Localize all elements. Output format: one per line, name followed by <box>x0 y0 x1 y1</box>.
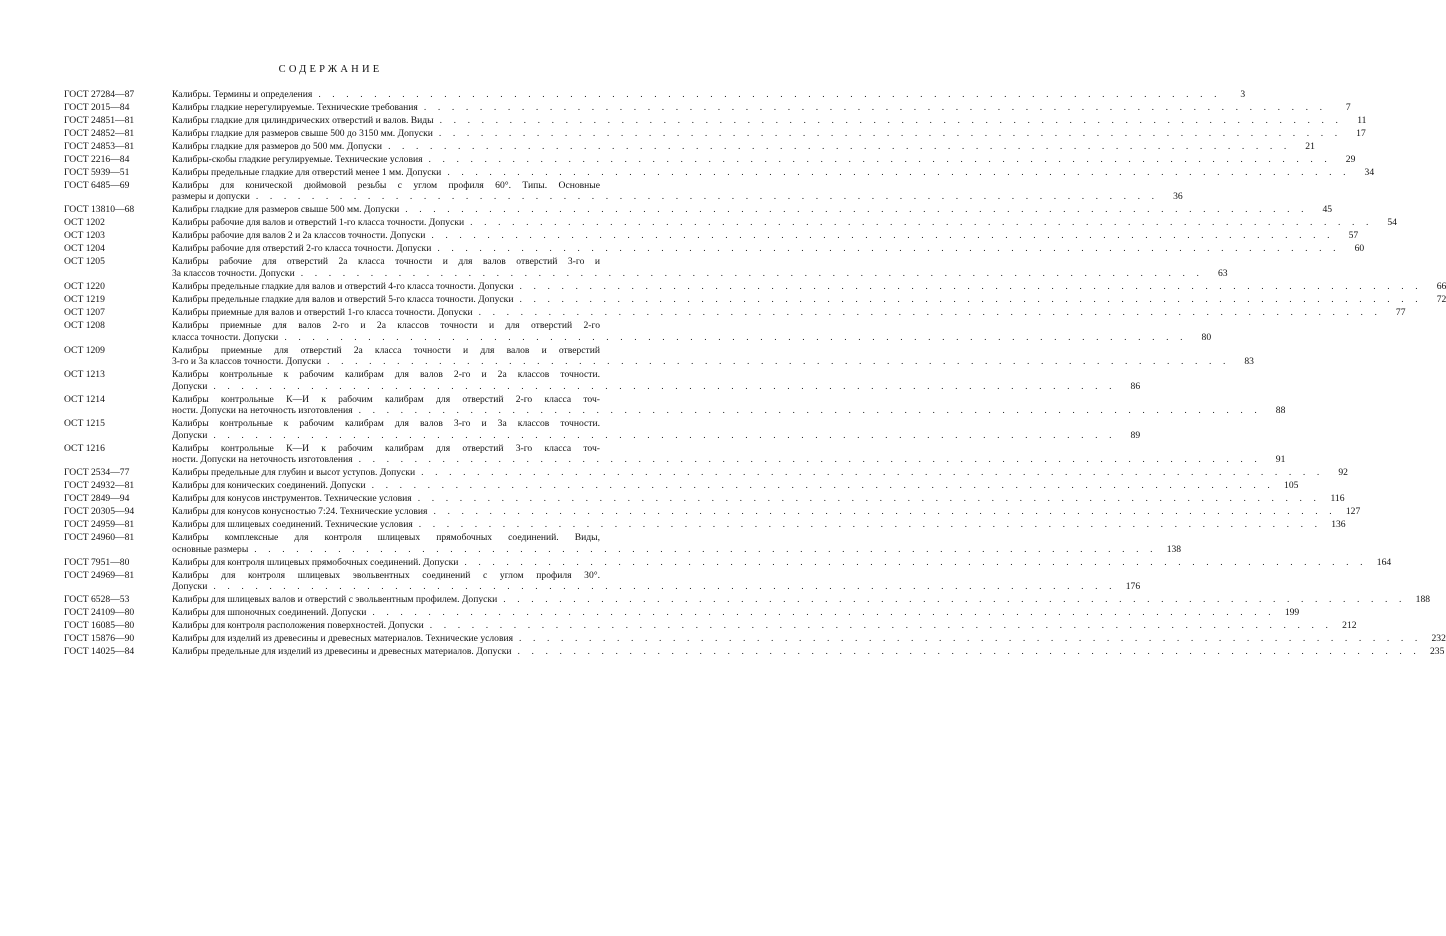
standard-code: ОСТ 1213 <box>64 369 105 381</box>
page-number: 138 <box>1166 543 1182 555</box>
entry-title-text: Калибры контрольные к рабочим калибрам для валов 3-го и 3а классов точности. <box>172 418 600 430</box>
dot-leader <box>248 544 1157 556</box>
table-of-contents <box>64 89 1446 659</box>
standard-code: ОСТ 1220 <box>64 280 105 292</box>
entry-title-line <box>172 243 1365 255</box>
entry-title <box>172 127 1366 140</box>
toc-entry <box>64 127 1366 140</box>
dot-leader <box>295 268 1204 280</box>
dot-leader <box>353 454 1262 466</box>
standard-code: ГОСТ 24109—80 <box>64 607 135 619</box>
page-number: 11 <box>1357 114 1367 126</box>
entry-title <box>172 204 1333 216</box>
entry-title-line <box>172 306 1406 319</box>
toc-entry <box>64 140 1315 153</box>
dot-leader <box>425 230 1334 242</box>
entry-title-text: размеры и допуски <box>172 191 250 203</box>
entry-title <box>172 280 1446 293</box>
entry-title-text: класса точности. Допуски <box>172 331 279 343</box>
page-number: 54 <box>1387 217 1397 229</box>
standard-code: ОСТ 1214 <box>64 393 105 405</box>
entry-title-line <box>172 380 1141 393</box>
page-number: 232 <box>1431 633 1446 645</box>
entry-title-line <box>172 429 1141 442</box>
dot-leader <box>427 506 1336 518</box>
entry-title-text: Калибры для контроля шлицевых эвольвентных соединений с углом профиля 30°. <box>172 569 600 581</box>
toc-entry <box>64 393 1286 417</box>
entry-title-line <box>172 543 1182 556</box>
page-number: 235 <box>1429 646 1445 658</box>
entry-title-text: Калибры для шлицевых валов и отверстий с эвольвентным профилем. Допуски <box>172 594 498 606</box>
entry-title-line <box>172 506 1361 518</box>
entry-title <box>172 620 1357 632</box>
entry-title-line <box>172 268 1228 280</box>
dot-leader <box>353 405 1262 417</box>
toc-entry <box>64 532 1182 555</box>
entry-title-line <box>172 256 600 268</box>
standard-code: ОСТ 1202 <box>64 217 105 229</box>
entry-title-text: Калибры для конических соединений. Допуски <box>172 480 366 492</box>
dot-leader <box>278 332 1187 344</box>
entry-title-text: Калибры рабочие для валов 2 и 2а классов точности. Допуски <box>172 230 426 242</box>
page-number: 92 <box>1338 467 1348 479</box>
entry-title <box>172 633 1446 645</box>
entry-title <box>172 114 1367 127</box>
entry-title-line <box>172 581 1141 593</box>
entry-title-text: Калибры контрольные К—И к рабочим калибрам для отверстий 3-го класса точ- <box>172 442 600 454</box>
page-number: 34 <box>1364 166 1375 178</box>
standard-code: ГОСТ 24932—81 <box>64 480 135 492</box>
entry-title-line <box>172 570 600 582</box>
entry-title-line <box>172 556 1392 569</box>
entry-title-line <box>172 519 1346 531</box>
toc-entry <box>64 344 1254 368</box>
toc-entry <box>64 256 1228 279</box>
entry-title-text: Калибры рабочие для отверстий 2-го класса точности. Допуски <box>172 243 432 255</box>
entry-title-line <box>172 101 1351 114</box>
entry-title <box>172 607 1300 619</box>
entry-title-line <box>172 166 1375 179</box>
standard-code: ОСТ 1204 <box>64 243 105 255</box>
dot-leader <box>513 633 1422 645</box>
entry-title <box>172 493 1345 505</box>
toc-entry <box>64 217 1397 229</box>
entry-title <box>172 153 1356 166</box>
toc-entry <box>64 519 1346 531</box>
dot-leader <box>497 594 1406 606</box>
entry-title-line <box>172 480 1299 492</box>
entry-title-text: Калибры для шпоночных соединений. Допуски <box>172 607 367 619</box>
dot-leader <box>513 281 1422 293</box>
dot-leader <box>413 519 1322 531</box>
entry-title-text: Калибры гладкие для размеров до 500 мм. Допуски <box>172 140 383 152</box>
dot-leader <box>366 480 1275 492</box>
entry-title-line <box>172 191 1183 203</box>
toc-entry <box>64 369 1141 392</box>
toc-entry <box>64 204 1333 216</box>
standard-code: ГОСТ 24969—81 <box>64 569 135 581</box>
entry-title <box>172 467 1348 479</box>
standard-code: ГОСТ 14025—84 <box>64 646 135 658</box>
entry-title-line <box>172 467 1348 479</box>
entry-title-text: 3-го и 3а классов точности. Допуски <box>172 356 322 368</box>
standard-code: ГОСТ 2849—94 <box>64 493 130 505</box>
entry-title-text: Калибры приемные для отверстий 2а класса точности и для валов и отверстий <box>172 344 600 356</box>
page-number: 176 <box>1125 581 1141 593</box>
page-number: 63 <box>1217 268 1228 279</box>
entry-title-line <box>172 153 1356 166</box>
page-number: 29 <box>1345 153 1356 165</box>
entry-title-line <box>172 454 1286 466</box>
entry-title-text: Калибры контрольные к рабочим калибрам для валов 2-го и 2а классов точности. <box>172 369 600 381</box>
page-number: 164 <box>1376 556 1392 568</box>
toc-entry <box>64 442 1286 466</box>
standard-code: ОСТ 1205 <box>64 256 105 268</box>
page-number: 89 <box>1130 429 1141 441</box>
page-number: 3 <box>1240 89 1246 100</box>
toc-entry <box>64 230 1359 242</box>
entry-title-text: Калибры для конусов конусностью 7:24. Технические условия <box>172 506 428 518</box>
page-number: 188 <box>1415 594 1431 606</box>
standard-code: ГОСТ 6485—69 <box>64 179 130 191</box>
page-number: 21 <box>1305 140 1315 152</box>
entry-title-line <box>172 594 1431 606</box>
entry-title <box>172 140 1315 153</box>
page-number: 212 <box>1342 620 1357 632</box>
entry-title <box>172 179 1183 203</box>
entry-title-text: Калибры предельные гладкие для отверстий менее 1 мм. Допуски <box>172 166 442 178</box>
entry-title-line <box>172 620 1357 632</box>
page-number: 88 <box>1275 405 1286 417</box>
entry-title-line <box>172 293 1446 306</box>
entry-title-text: Калибры гладкие для цилиндрических отверстий и валов. Виды <box>172 114 434 126</box>
standard-code: ГОСТ 24852—81 <box>64 127 135 139</box>
standard-code: ОСТ 1219 <box>64 293 105 305</box>
entry-title-line <box>172 443 600 455</box>
dot-leader <box>382 141 1291 153</box>
entry-title-text: ности. Допуски на неточность изготовления <box>172 454 353 466</box>
entry-title-line <box>172 369 600 381</box>
page-number: 80 <box>1201 331 1212 343</box>
toc-entry <box>64 569 1141 593</box>
entry-title-text: Калибры контрольные К—И к рабочим калибрам для отверстий 2-го класса точ- <box>172 393 600 405</box>
page-number: 57 <box>1348 230 1359 242</box>
dot-leader <box>464 217 1373 229</box>
dot-leader <box>207 430 1116 442</box>
entry-title-line <box>172 140 1315 153</box>
entry-title <box>172 418 1141 441</box>
toc-entry <box>64 101 1351 114</box>
toc-entry <box>64 607 1300 619</box>
standard-code: ГОСТ 6528—53 <box>64 594 130 606</box>
entry-title <box>172 293 1446 306</box>
entry-title-text: Калибры для изделий из древесины и древесных материалов. Технические условия <box>172 633 514 645</box>
standard-code: ГОСТ 24959—81 <box>64 519 135 531</box>
toc-entry <box>64 89 1246 101</box>
standard-code: ГОСТ 2534—77 <box>64 467 130 479</box>
entry-title-line <box>172 230 1359 242</box>
toc-entry <box>64 556 1392 569</box>
toc-entry <box>64 506 1361 518</box>
entry-title <box>172 89 1246 101</box>
entry-title-line <box>172 280 1446 293</box>
entry-title <box>172 166 1375 179</box>
entry-title-text: Калибры комплексные для контроля шлицевых прямобочных соединений. Виды, <box>172 532 600 544</box>
page-number: 105 <box>1284 480 1299 492</box>
toc-entry <box>64 646 1445 658</box>
entry-title-text: 3а классов точности. Допуски <box>172 268 295 279</box>
standard-code: ГОСТ 27284—87 <box>64 89 135 100</box>
dot-leader <box>441 167 1350 179</box>
toc-entry <box>64 467 1348 479</box>
entry-title <box>172 369 1141 392</box>
entry-title <box>172 101 1351 114</box>
entry-title <box>172 519 1346 531</box>
standard-code: ОСТ 1209 <box>64 344 105 356</box>
standard-code: ГОСТ 15876—90 <box>64 633 135 645</box>
entry-title-line <box>172 646 1445 658</box>
entry-title-text: Калибры рабочие для валов и отверстий 1-го класса точности. Допуски <box>172 217 465 229</box>
standard-code: ГОСТ 5939—51 <box>64 166 130 178</box>
toc-entry <box>64 179 1183 203</box>
entry-title-text: Калибры для контроля шлицевых прямобочных соединений. Допуски <box>172 556 459 568</box>
page-number: 36 <box>1173 191 1183 203</box>
entry-title-line <box>172 633 1446 645</box>
entry-title <box>172 594 1431 606</box>
dot-leader <box>399 204 1308 216</box>
toc-entry <box>64 633 1446 645</box>
entry-title-line <box>172 331 1212 344</box>
entry-title-text: Калибры. Термины и определения <box>172 89 313 100</box>
page-number: 17 <box>1356 127 1366 139</box>
standard-code: ОСТ 1207 <box>64 306 105 318</box>
toc-entry <box>64 166 1375 179</box>
entry-title-line <box>172 607 1300 619</box>
entry-title-line <box>172 180 600 192</box>
page-number: 66 <box>1436 280 1446 292</box>
entry-title-line <box>172 127 1366 140</box>
entry-title-text: Калибры-скобы гладкие регулируемые. Технические условия <box>172 153 423 165</box>
toc-entry <box>64 493 1345 505</box>
standard-code: ГОСТ 13810—68 <box>64 204 135 216</box>
page-title: СОДЕРЖАНИЕ <box>278 64 383 75</box>
toc-entry <box>64 594 1431 606</box>
entry-title-line <box>172 114 1367 127</box>
dot-leader <box>321 356 1230 368</box>
entry-title-text: Калибры для шлицевых соединений. Технические условия <box>172 519 413 531</box>
toc-entry <box>64 620 1357 632</box>
toc-entry <box>64 280 1446 293</box>
dot-leader <box>473 307 1382 319</box>
standard-code: ГОСТ 2015—84 <box>64 101 130 113</box>
page-number: 91 <box>1275 454 1286 466</box>
entry-title-text: Калибры предельные гладкие для валов и отверстий 5-го класса точности. Допуски <box>172 293 514 305</box>
entry-title <box>172 442 1286 466</box>
entry-title <box>172 569 1141 593</box>
entry-title-text: Калибры гладкие нерегулируемые. Технические требования <box>172 101 418 113</box>
dot-leader <box>250 191 1159 203</box>
standard-code: ОСТ 1208 <box>64 319 105 331</box>
entry-title-line <box>172 217 1397 229</box>
entry-title <box>172 344 1254 368</box>
entry-title-line <box>172 532 600 544</box>
dot-leader <box>366 607 1275 619</box>
page-number: 116 <box>1330 493 1345 505</box>
standard-code: ГОСТ 20305—94 <box>64 506 135 518</box>
entry-title <box>172 556 1392 569</box>
entry-title <box>172 506 1361 518</box>
standard-code: ГОСТ 24853—81 <box>64 140 135 152</box>
entry-title-text: Калибры приемные для валов и отверстий 1-го класса точности. Допуски <box>172 306 473 318</box>
entry-title-text: Калибры предельные для изделий из древесины и древесных материалов. Допуски <box>172 646 512 658</box>
page-number: 45 <box>1322 204 1333 216</box>
entry-title-text: Допуски <box>172 380 208 392</box>
toc-entry <box>64 319 1212 343</box>
entry-title-line <box>172 345 600 357</box>
dot-leader <box>415 467 1324 479</box>
dot-leader <box>458 557 1367 569</box>
entry-title-text: Калибры гладкие для размеров свыше 500 мм. Допуски <box>172 204 400 216</box>
entry-title-text: Калибры гладкие для размеров свыше 500 до 3150 мм. Допуски <box>172 127 433 139</box>
dot-leader <box>431 243 1340 255</box>
entry-title-text: Калибры для контроля расположения поверхностей. Допуски <box>172 620 424 632</box>
toc-entry <box>64 243 1365 255</box>
dot-leader <box>424 620 1333 632</box>
entry-title <box>172 393 1286 417</box>
entry-title-line <box>172 356 1254 368</box>
page-number: 86 <box>1130 380 1141 392</box>
dot-leader <box>312 89 1221 101</box>
entry-title-text: Допуски <box>172 429 208 441</box>
standard-code: ОСТ 1203 <box>64 230 105 242</box>
entry-title-text: Калибры предельные для глубин и высот уступов. Допуски <box>172 467 416 479</box>
entry-title <box>172 243 1365 255</box>
standard-code: ГОСТ 2216—84 <box>64 153 130 165</box>
toc-entry <box>64 293 1446 306</box>
standard-code: ОСТ 1215 <box>64 418 105 430</box>
entry-title-line <box>172 204 1333 216</box>
toc-entry <box>64 480 1299 492</box>
entry-title-line <box>172 418 600 430</box>
entry-title-text: Калибры для конической дюймовой резьбы с углом профиля 60°. Типы. Основные <box>172 179 600 191</box>
entry-title <box>172 646 1445 658</box>
entry-title-line <box>172 394 600 406</box>
page-number: 136 <box>1331 519 1346 531</box>
entry-title <box>172 217 1397 229</box>
page-number: 60 <box>1354 243 1365 255</box>
standard-code: ГОСТ 7951—80 <box>64 556 130 568</box>
dot-leader <box>433 128 1342 140</box>
page-number: 127 <box>1345 506 1361 518</box>
page-number: 83 <box>1244 356 1254 368</box>
standard-code: ГОСТ 24851—81 <box>64 114 135 126</box>
entry-title <box>172 532 1182 555</box>
entry-title <box>172 306 1406 319</box>
entry-title <box>172 319 1212 343</box>
entry-title-text: Калибры предельные гладкие для валов и отверстий 4-го класса точности. Допуски <box>172 280 514 292</box>
standard-code: ГОСТ 16085—80 <box>64 620 135 632</box>
entry-title-line <box>172 89 1246 101</box>
entry-title-text: ности. Допуски на неточность изготовления <box>172 405 353 417</box>
toc-entry <box>64 418 1141 441</box>
dot-leader <box>434 115 1343 127</box>
entry-title <box>172 230 1359 242</box>
dot-leader <box>513 294 1422 306</box>
toc-entry <box>64 306 1406 319</box>
toc-entry <box>64 114 1367 127</box>
entry-title-line <box>172 493 1345 505</box>
standard-code: ГОСТ 24960—81 <box>64 532 135 544</box>
dot-leader <box>207 381 1116 393</box>
entry-title-text: основные размеры <box>172 543 249 555</box>
entry-title <box>172 480 1299 492</box>
entry-title-line <box>172 405 1286 417</box>
dot-leader <box>512 646 1421 658</box>
dot-leader <box>418 102 1327 114</box>
page-number: 7 <box>1345 101 1351 113</box>
entry-title-text: Калибры рабочие для отверстий 2а класса точности и для валов отверстий 3-го и <box>172 256 600 268</box>
entry-title-text: Допуски <box>172 581 208 593</box>
page-number: 199 <box>1284 607 1300 619</box>
entry-title-line <box>172 320 600 332</box>
page-number: 72 <box>1436 293 1446 305</box>
entry-title-text: Калибры приемные для валов 2-го и 2а классов точности и для отверстий 2-го <box>172 319 600 331</box>
entry-title <box>172 256 1228 279</box>
dot-leader <box>412 493 1321 505</box>
dot-leader <box>423 154 1332 166</box>
page-number: 77 <box>1395 306 1406 318</box>
entry-title-text: Калибры для конусов инструментов. Технические условия <box>172 493 412 505</box>
dot-leader <box>207 581 1116 593</box>
toc-entry <box>64 153 1356 166</box>
standard-code: ОСТ 1216 <box>64 442 105 454</box>
